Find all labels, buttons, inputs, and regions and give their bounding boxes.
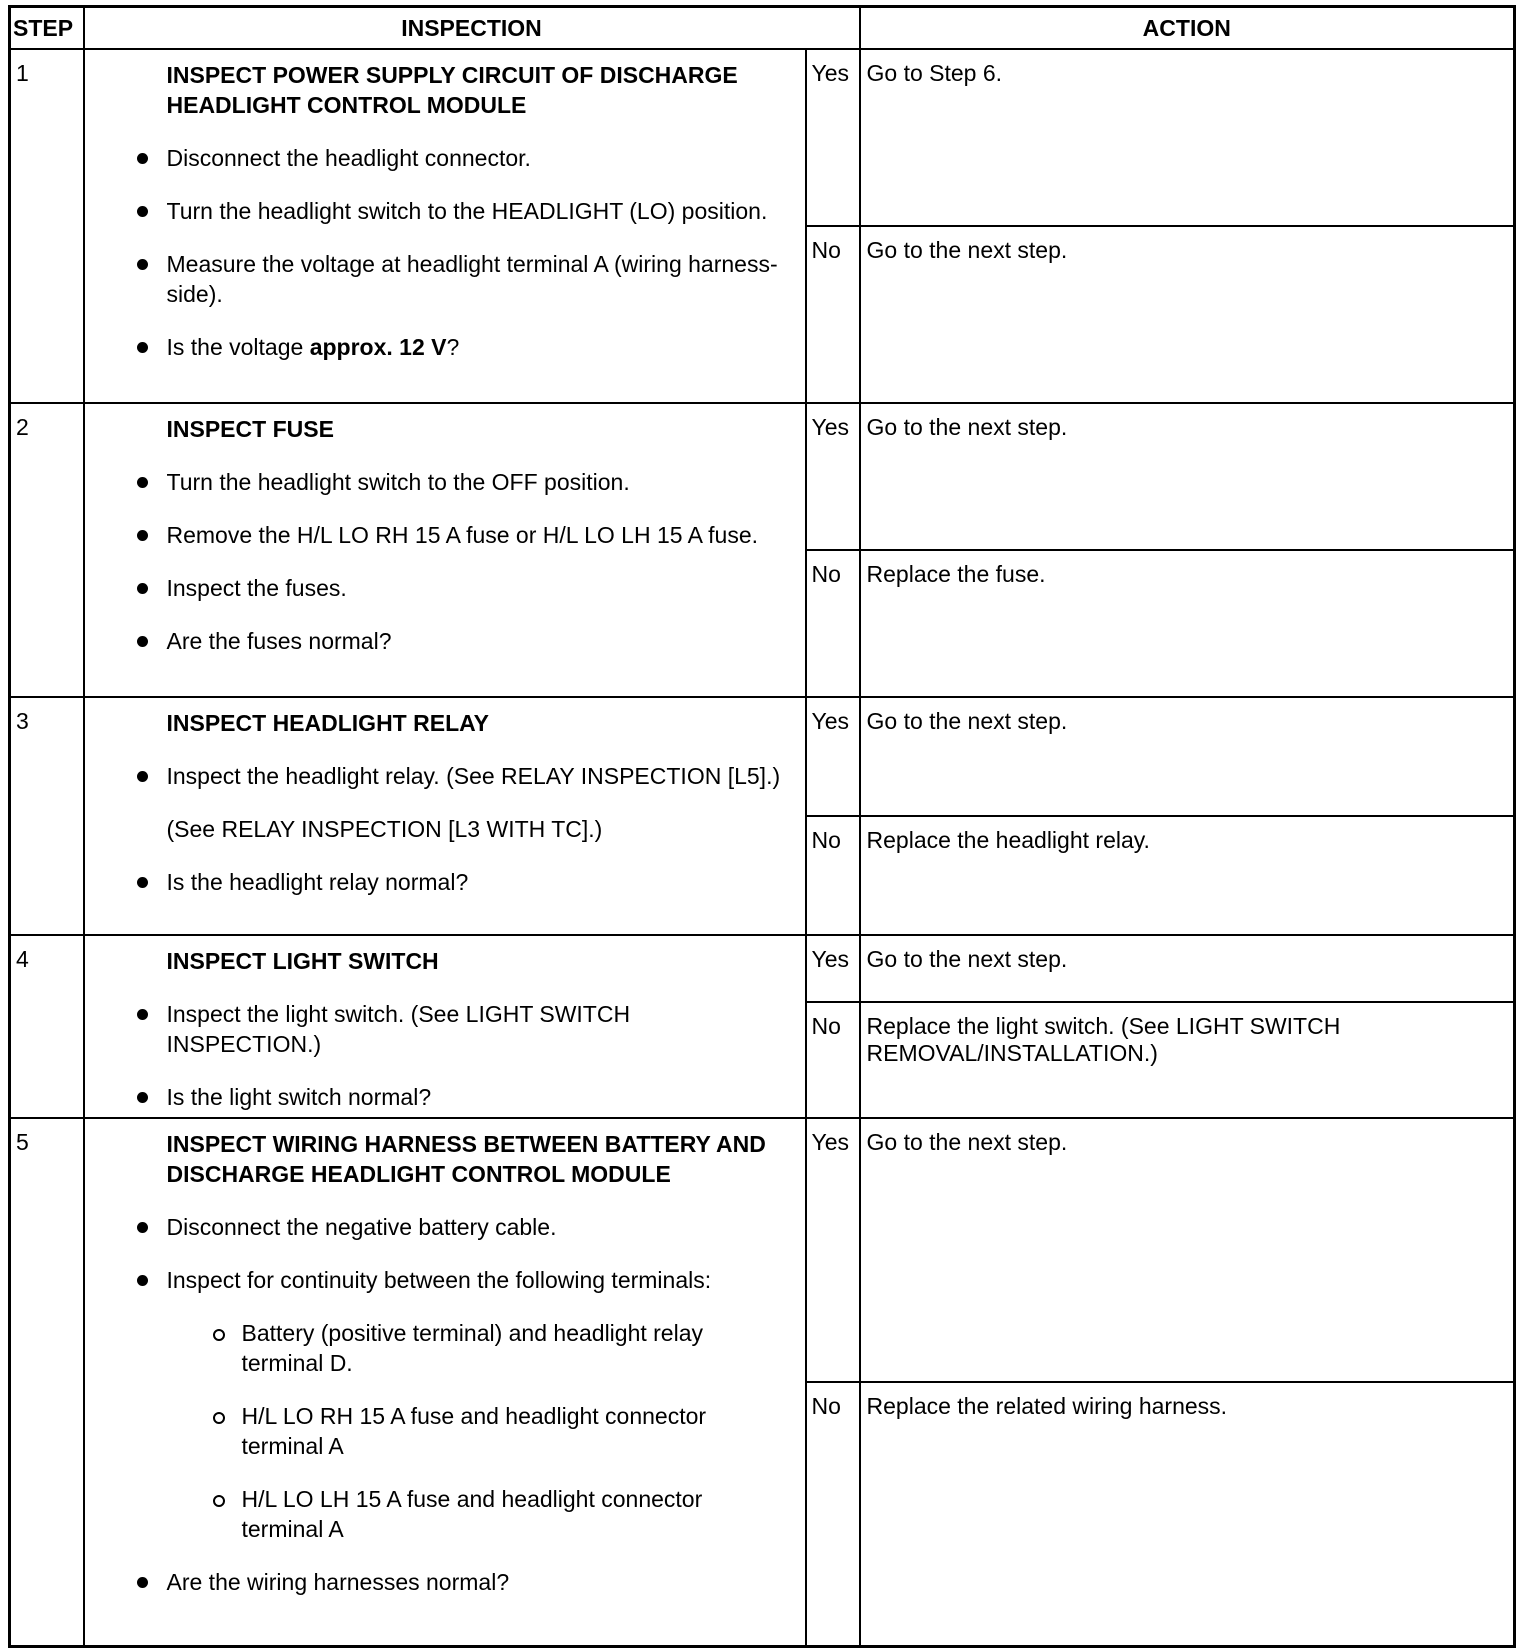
yes-label: Yes (806, 697, 860, 816)
header-step: STEP (10, 7, 84, 50)
bullet-item: Are the fuses normal? (167, 626, 785, 656)
yes-action: Go to the next step. (860, 1118, 1515, 1382)
bullet-item: Is the headlight relay normal? (167, 867, 785, 897)
bullet-item: Inspect the light switch. (See LIGHT SWITCH INSPECTION.) (167, 999, 785, 1059)
header-action: ACTION (860, 7, 1515, 50)
bullet-item: Turn the headlight switch to the OFF position. (167, 467, 785, 497)
no-label: No (806, 226, 860, 403)
bullet-item: Inspect the fuses. (167, 573, 785, 603)
step-2-inspection (84, 403, 806, 697)
step-heading: INSPECT POWER SUPPLY CIRCUIT OF DISCHARGE HEADLIGHT CONTROL MODULE (166, 62, 738, 118)
question-value: approx. 12 V (309, 334, 447, 360)
no-label: No (806, 816, 860, 935)
bullet-question (167, 332, 785, 362)
question-end: ? (446, 334, 460, 360)
step-number: 4 (10, 935, 84, 1118)
no-label: No (806, 550, 860, 697)
step-number: 1 (10, 49, 84, 403)
step-number: 2 (10, 403, 84, 697)
question-text: Is the voltage (166, 334, 310, 360)
step-number: 5 (10, 1118, 84, 1646)
step-heading: INSPECT HEADLIGHT RELAY (166, 710, 489, 736)
header-inspection: INSPECTION (84, 7, 860, 50)
no-action: Replace the fuse. (860, 550, 1515, 697)
note-text: (See RELAY INSPECTION [L3 WITH TC].) (166, 816, 603, 842)
no-label: No (806, 1382, 860, 1646)
bullet-item: Inspect for continuity between the following terminals: (167, 1265, 785, 1295)
sub-bullet-item: H/L LO LH 15 A fuse and headlight connector terminal A (242, 1484, 785, 1544)
header-row (10, 7, 1515, 50)
yes-action: Go to the next step. (860, 403, 1515, 550)
bullet-item: Remove the H/L LO RH 15 A fuse or H/L LO LH 15 A fuse. (167, 520, 785, 550)
diagnostic-procedure-sheet (8, 5, 1513, 1636)
yes-action: Go to Step 6. (860, 49, 1515, 226)
step-5-yes-row (10, 1118, 1515, 1382)
yes-label: Yes (806, 1118, 860, 1382)
bullet-item: Are the wiring harnesses normal? (167, 1567, 785, 1597)
yes-action: Go to the next step. (860, 697, 1515, 816)
yes-label: Yes (806, 49, 860, 226)
step-5-inspection (84, 1118, 806, 1646)
troubleshooting-table (8, 5, 1516, 1648)
yes-label: Yes (806, 403, 860, 550)
step-3-inspection (84, 697, 806, 935)
step-heading: INSPECT LIGHT SWITCH (166, 948, 439, 974)
step-heading: INSPECT WIRING HARNESS BETWEEN BATTERY AND DISCHARGE HEADLIGHT CONTROL MODULE (166, 1131, 766, 1187)
yes-label: Yes (806, 935, 860, 1002)
no-label: No (806, 1002, 860, 1118)
bullet-item: Turn the headlight switch to the HEADLIGHT (LO) position. (167, 196, 785, 226)
bullet-item: Measure the voltage at headlight terminal A (wiring harness-side). (167, 249, 785, 309)
bullet-item: Is the light switch normal? (167, 1082, 785, 1112)
step-4-yes-row (10, 935, 1515, 1002)
bullet-item: Disconnect the headlight connector. (167, 143, 785, 173)
step-1-yes-row (10, 49, 1515, 226)
step-3-yes-row (10, 697, 1515, 816)
step-2-yes-row (10, 403, 1515, 550)
no-action: Replace the related wiring harness. (860, 1382, 1515, 1646)
sub-bullet-item: H/L LO RH 15 A fuse and headlight connector terminal A (242, 1401, 785, 1461)
step-1-inspection (84, 49, 806, 403)
step-heading: INSPECT FUSE (166, 416, 334, 442)
bullet-item: Inspect the headlight relay. (See RELAY INSPECTION [L5].) (167, 761, 785, 791)
step-4-inspection (84, 935, 806, 1118)
bullet-item: Disconnect the negative battery cable. (167, 1212, 785, 1242)
no-action: Replace the headlight relay. (860, 816, 1515, 935)
yes-action: Go to the next step. (860, 935, 1515, 1002)
no-action: Go to the next step. (860, 226, 1515, 403)
sub-bullet-item: Battery (positive terminal) and headlight relay terminal D. (242, 1318, 785, 1378)
no-action: Replace the light switch. (See LIGHT SWITCH REMOVAL/INSTALLATION.) (860, 1002, 1515, 1118)
step-number: 3 (10, 697, 84, 935)
